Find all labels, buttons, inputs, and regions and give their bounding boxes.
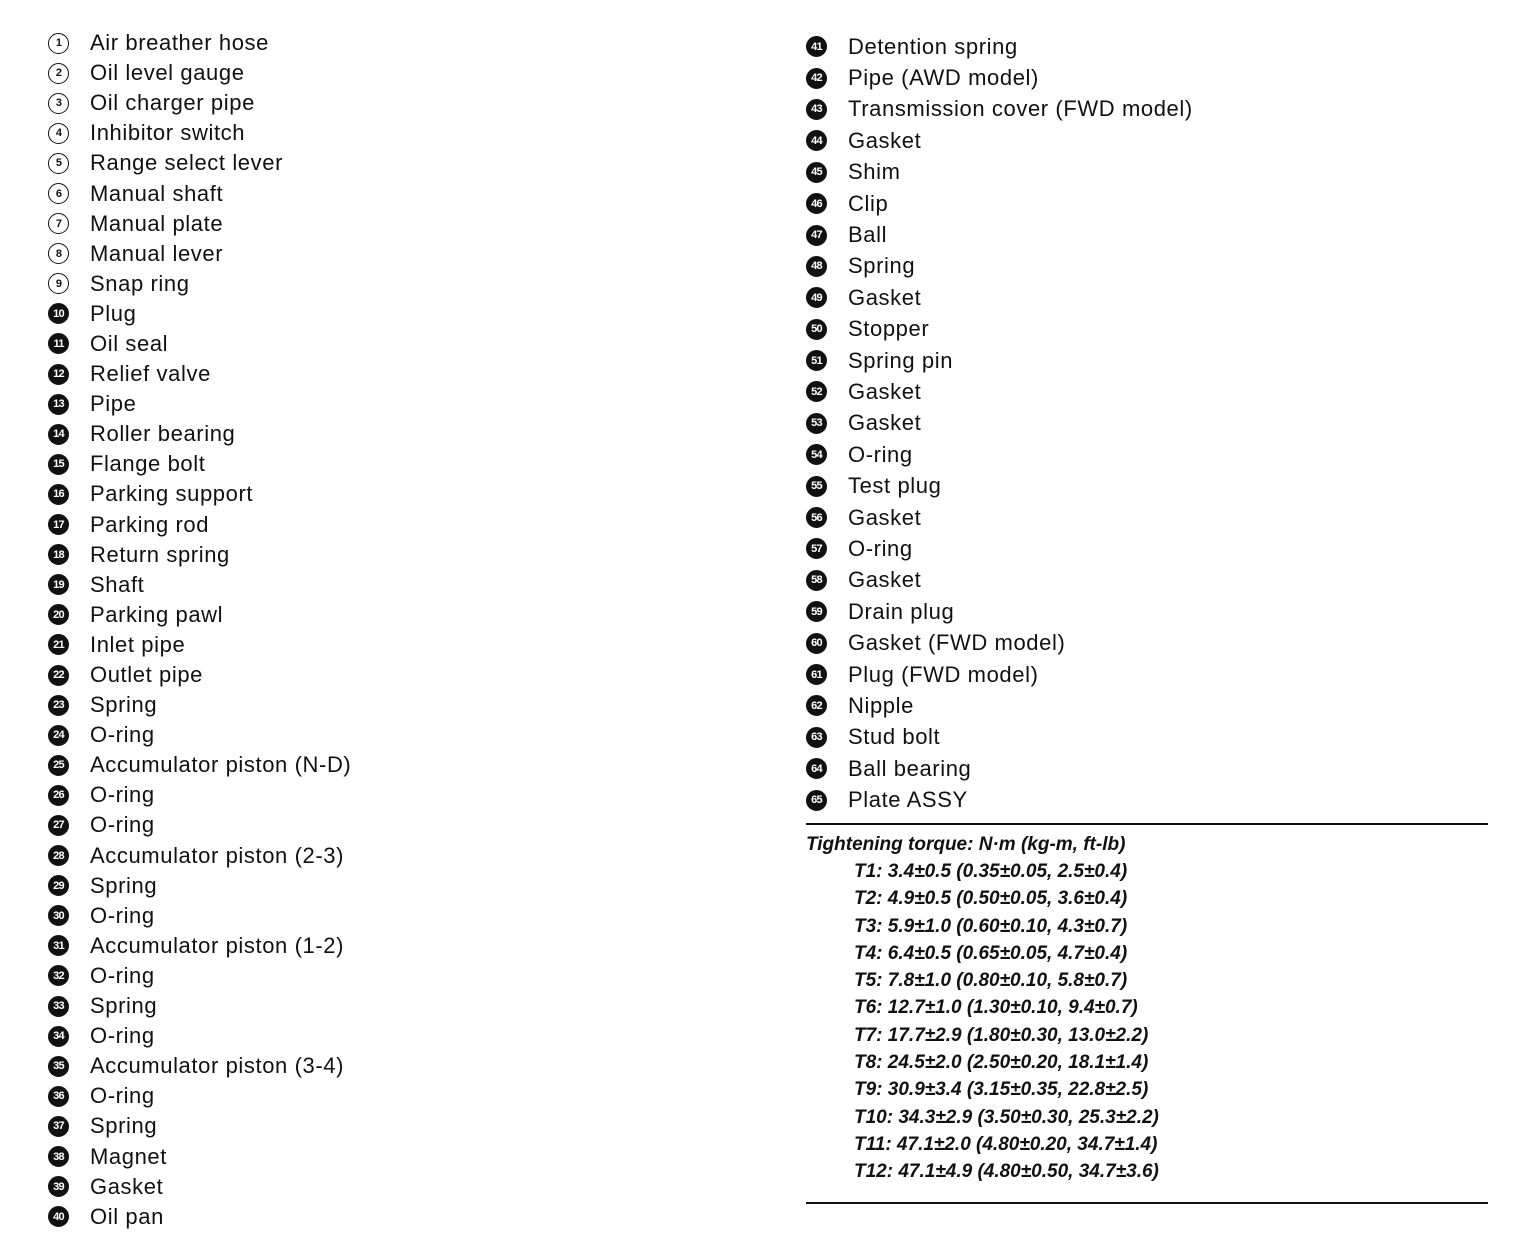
part-label: Parking pawl	[90, 601, 224, 627]
part-label: Gasket	[848, 127, 922, 153]
part-label: Parking support	[90, 481, 254, 507]
part-label: Accumulator piston (2-3)	[90, 842, 345, 868]
part-number-badge: 37	[48, 1116, 69, 1137]
part-item	[48, 991, 351, 1021]
part-label: Roller bearing	[90, 421, 236, 447]
part-item	[806, 565, 1193, 596]
part-item	[48, 479, 351, 509]
part-item	[806, 376, 1193, 407]
part-label: Transmission cover (FWD model)	[848, 96, 1193, 122]
part-number-badge: 21	[48, 634, 69, 655]
part-label: Shim	[848, 159, 901, 185]
torque-heading: Tightening torque: N·m (kg-m, ft-lb)	[806, 834, 1126, 855]
part-number-badge: 30	[48, 905, 69, 926]
part-item	[48, 1111, 351, 1141]
part-label: Spring	[90, 993, 158, 1019]
torque-row: T7: 17.7±2.9 (1.80±0.30, 13.0±2.2)	[854, 1024, 1149, 1046]
part-label: Spring pin	[848, 347, 954, 373]
part-item	[806, 31, 1193, 62]
part-item	[48, 329, 351, 359]
part-label: O-ring	[848, 441, 913, 467]
part-item	[48, 389, 351, 419]
torque-row: T11: 47.1±2.0 (4.80±0.20, 34.7±1.4)	[854, 1133, 1158, 1155]
part-label: Detention spring	[848, 33, 1018, 59]
part-label: Ball bearing	[848, 755, 972, 781]
part-label: Spring	[90, 692, 158, 718]
part-label: Gasket	[848, 410, 922, 436]
part-item	[806, 753, 1193, 784]
part-number-badge: 34	[48, 1026, 69, 1047]
part-label: Relief valve	[90, 361, 211, 387]
part-number-badge: 16	[48, 484, 69, 505]
part-label: Clip	[848, 190, 889, 216]
part-item	[48, 660, 351, 690]
part-label: Spring	[90, 872, 158, 898]
part-item	[48, 1141, 351, 1171]
part-number-badge: 65	[806, 790, 827, 811]
part-item	[48, 780, 351, 810]
part-number-badge: 53	[806, 413, 827, 434]
part-label: Oil level gauge	[90, 60, 245, 86]
part-label: Parking rod	[90, 511, 210, 537]
part-number-badge: 47	[806, 225, 827, 246]
part-label: Accumulator piston (1-2)	[90, 932, 345, 958]
part-item	[806, 219, 1193, 250]
torque-row: T1: 3.4±0.5 (0.35±0.05, 2.5±0.4)	[854, 861, 1128, 882]
part-label: Drain plug	[848, 598, 955, 624]
part-item	[48, 359, 351, 389]
part-item	[806, 470, 1193, 501]
part-item	[48, 540, 351, 570]
part-number-badge: 15	[48, 454, 69, 475]
torque-row: T6: 12.7±1.0 (1.30±0.10, 9.4±0.7)	[854, 997, 1138, 1019]
part-number-badge: 49	[806, 287, 827, 308]
part-number-badge: 17	[48, 514, 69, 535]
part-number-badge: 54	[806, 444, 827, 465]
torque-row: T4: 6.4±0.5 (0.65±0.05, 4.7±0.4)	[854, 942, 1128, 964]
part-label: Oil pan	[90, 1203, 164, 1229]
part-item	[806, 251, 1193, 282]
part-item	[806, 784, 1193, 815]
part-label: Gasket	[848, 378, 922, 404]
part-number-badge: 13	[48, 394, 69, 415]
part-number-badge: 58	[806, 570, 827, 591]
part-item	[48, 510, 351, 540]
part-item	[48, 269, 351, 299]
part-label: Spring	[848, 253, 916, 279]
part-item	[48, 630, 351, 660]
part-label: Flange bolt	[90, 451, 206, 477]
part-number-badge: 39	[48, 1176, 69, 1197]
part-number-badge: 9	[48, 273, 69, 294]
part-label: Gasket	[848, 567, 922, 593]
part-item	[806, 502, 1193, 533]
part-number-badge: 23	[48, 695, 69, 716]
part-item	[806, 314, 1193, 345]
part-label: Inlet pipe	[90, 631, 186, 657]
part-label: Plug	[90, 300, 137, 326]
part-number-badge: 11	[48, 333, 69, 354]
part-item	[48, 810, 351, 840]
part-item	[806, 408, 1193, 439]
part-item	[48, 1202, 351, 1232]
part-item	[48, 1172, 351, 1202]
part-number-badge: 19	[48, 574, 69, 595]
part-number-badge: 4	[48, 123, 69, 144]
part-number-badge: 10	[48, 303, 69, 324]
torque-bottom-divider	[806, 1202, 1488, 1204]
part-number-badge: 55	[806, 476, 827, 497]
part-number-badge: 50	[806, 319, 827, 340]
part-label: Magnet	[90, 1143, 167, 1169]
part-item	[806, 596, 1193, 627]
part-label: Gasket (FWD model)	[848, 630, 1066, 656]
part-number-badge: 63	[806, 727, 827, 748]
part-item	[48, 209, 351, 239]
part-item	[806, 345, 1193, 376]
part-item	[806, 125, 1193, 156]
part-label: Manual plate	[90, 210, 224, 236]
part-number-badge: 36	[48, 1086, 69, 1107]
part-item	[48, 871, 351, 901]
part-number-badge: 43	[806, 99, 827, 120]
part-number-badge: 44	[806, 130, 827, 151]
torque-rows	[806, 858, 1159, 1186]
part-number-badge: 28	[48, 845, 69, 866]
part-number-badge: 24	[48, 725, 69, 746]
parts-list-left	[48, 28, 351, 1232]
part-number-badge: 26	[48, 785, 69, 806]
part-item	[806, 282, 1193, 313]
parts-list-right	[806, 31, 1193, 816]
part-number-badge: 8	[48, 243, 69, 264]
torque-row: T3: 5.9±1.0 (0.60±0.10, 4.3±0.7)	[854, 915, 1128, 937]
part-label: O-ring	[90, 1083, 155, 1109]
part-number-badge: 64	[806, 758, 827, 779]
part-item	[48, 750, 351, 780]
torque-top-divider	[806, 823, 1488, 825]
torque-row: T12: 47.1±4.9 (4.80±0.50, 34.7±3.6)	[854, 1161, 1159, 1183]
part-label: Test plug	[848, 473, 942, 499]
part-item	[806, 690, 1193, 721]
part-label: Stopper	[848, 316, 930, 342]
part-item	[48, 419, 351, 449]
part-item	[48, 449, 351, 479]
part-label: O-ring	[90, 1023, 155, 1049]
part-label: Air breather hose	[90, 30, 269, 56]
part-item	[806, 62, 1193, 93]
part-item	[48, 931, 351, 961]
part-label: Oil seal	[90, 330, 169, 356]
part-number-badge: 14	[48, 424, 69, 445]
part-number-badge: 46	[806, 193, 827, 214]
part-number-badge: 60	[806, 633, 827, 654]
part-label: O-ring	[90, 782, 155, 808]
part-number-badge: 25	[48, 755, 69, 776]
part-number-badge: 56	[806, 507, 827, 528]
part-label: Spring	[90, 1113, 158, 1139]
part-number-badge: 31	[48, 935, 69, 956]
part-item	[48, 88, 351, 118]
torque-row: T8: 24.5±2.0 (2.50±0.20, 18.1±1.4)	[854, 1052, 1149, 1074]
part-label: Plug (FWD model)	[848, 661, 1039, 687]
part-item	[48, 1081, 351, 1111]
part-label: O-ring	[90, 722, 155, 748]
part-number-badge: 35	[48, 1056, 69, 1077]
part-item	[806, 439, 1193, 470]
part-item	[48, 148, 351, 178]
part-label: Range select lever	[90, 150, 284, 176]
torque-row: T10: 34.3±2.9 (3.50±0.30, 25.3±2.2)	[854, 1106, 1159, 1128]
part-label: Gasket	[848, 284, 922, 310]
part-number-badge: 5	[48, 153, 69, 174]
part-label: Nipple	[848, 692, 914, 718]
part-label: Plate ASSY	[848, 787, 968, 813]
part-number-badge: 62	[806, 695, 827, 716]
part-number-badge: 7	[48, 213, 69, 234]
part-number-badge: 27	[48, 815, 69, 836]
part-item	[48, 299, 351, 329]
torque-row: T9: 30.9±3.4 (3.15±0.35, 22.8±2.5)	[854, 1079, 1149, 1101]
part-number-badge: 12	[48, 364, 69, 385]
part-item	[806, 94, 1193, 125]
part-label: O-ring	[90, 812, 155, 838]
part-number-badge: 52	[806, 381, 827, 402]
part-label: Manual lever	[90, 240, 224, 266]
part-label: O-ring	[90, 902, 155, 928]
part-item	[806, 533, 1193, 564]
part-number-badge: 59	[806, 601, 827, 622]
part-number-badge: 61	[806, 664, 827, 685]
part-item	[806, 157, 1193, 188]
part-label: Manual shaft	[90, 180, 224, 206]
part-label: Shaft	[90, 571, 145, 597]
part-number-badge: 1	[48, 33, 69, 54]
part-label: Pipe (AWD model)	[848, 65, 1039, 91]
part-item	[806, 722, 1193, 753]
part-number-badge: 42	[806, 68, 827, 89]
part-label: Oil charger pipe	[90, 90, 255, 116]
torque-row: T5: 7.8±1.0 (0.80±0.10, 5.8±0.7)	[854, 970, 1128, 992]
part-item	[48, 28, 351, 58]
part-item	[48, 118, 351, 148]
part-number-badge: 40	[48, 1206, 69, 1227]
part-number-badge: 18	[48, 544, 69, 565]
part-number-badge: 51	[806, 350, 827, 371]
part-label: Accumulator piston (3-4)	[90, 1053, 345, 1079]
part-item	[48, 961, 351, 991]
part-label: Gasket	[90, 1173, 164, 1199]
part-item	[806, 188, 1193, 219]
torque-specifications	[806, 832, 1159, 1186]
part-item	[48, 1021, 351, 1051]
part-item	[48, 690, 351, 720]
part-item	[48, 58, 351, 88]
part-item	[806, 659, 1193, 690]
part-label: O-ring	[848, 535, 913, 561]
part-label: Gasket	[848, 504, 922, 530]
part-label: Return spring	[90, 541, 230, 567]
part-item	[48, 901, 351, 931]
part-number-badge: 22	[48, 665, 69, 686]
part-item	[48, 720, 351, 750]
part-number-badge: 45	[806, 162, 827, 183]
part-item	[48, 1051, 351, 1081]
torque-row: T2: 4.9±0.5 (0.50±0.05, 3.6±0.4)	[854, 888, 1128, 910]
part-label: Accumulator piston (N-D)	[90, 752, 352, 778]
part-item	[48, 570, 351, 600]
part-label: O-ring	[90, 962, 155, 988]
part-number-badge: 41	[806, 36, 827, 57]
part-label: Ball	[848, 222, 888, 248]
part-number-badge: 2	[48, 63, 69, 84]
part-number-badge: 57	[806, 538, 827, 559]
part-item	[48, 178, 351, 208]
part-number-badge: 3	[48, 93, 69, 114]
part-number-badge: 29	[48, 875, 69, 896]
part-label: Snap ring	[90, 270, 190, 296]
part-item	[48, 600, 351, 630]
part-item	[48, 239, 351, 269]
part-item	[806, 627, 1193, 658]
part-label: Pipe	[90, 391, 137, 417]
part-label: Outlet pipe	[90, 662, 204, 688]
part-number-badge: 48	[806, 256, 827, 277]
part-number-badge: 6	[48, 183, 69, 204]
part-label: Stud bolt	[848, 724, 941, 750]
part-number-badge: 20	[48, 604, 69, 625]
part-number-badge: 33	[48, 996, 69, 1017]
part-number-badge: 32	[48, 965, 69, 986]
part-item	[48, 841, 351, 871]
part-number-badge: 38	[48, 1146, 69, 1167]
part-label: Inhibitor switch	[90, 120, 246, 146]
